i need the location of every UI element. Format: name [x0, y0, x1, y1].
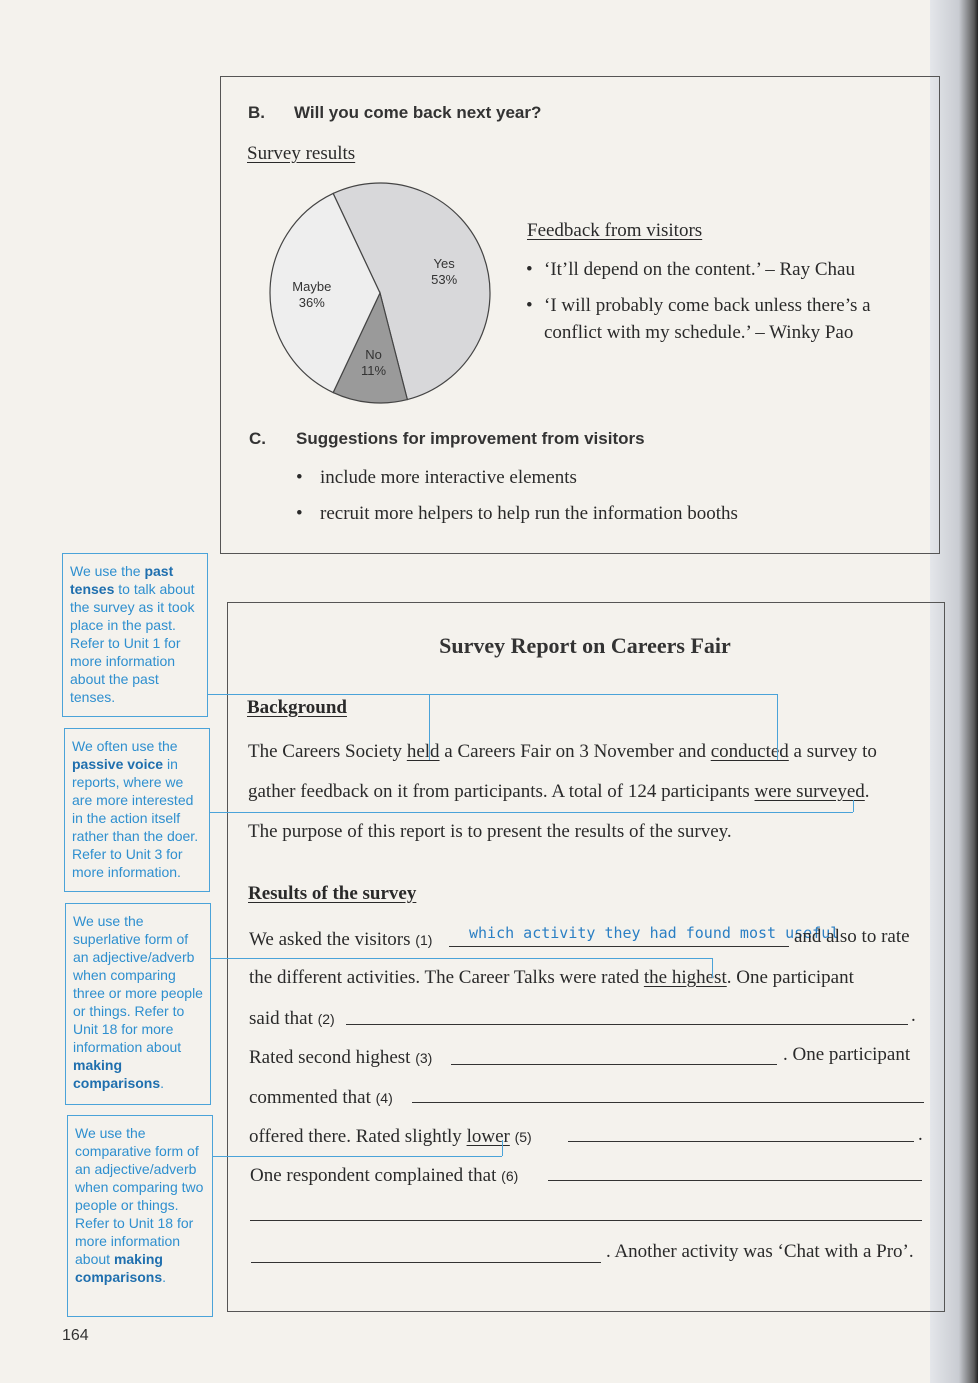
- pie-label-no-name: No: [365, 346, 382, 362]
- answer-line-4: [412, 1102, 924, 1103]
- note-comparative: [67, 1115, 213, 1317]
- text: Rated second highest: [249, 1047, 411, 1068]
- period: .: [918, 1124, 923, 1145]
- period: .: [911, 1005, 916, 1026]
- pie-chart: [268, 180, 494, 408]
- section-b-heading: [248, 103, 541, 123]
- bold-term: making comparisons: [75, 1251, 163, 1285]
- connector-superlative: [210, 958, 712, 959]
- text: gather feedback on it from participants. A total of 124 participants: [248, 781, 755, 802]
- background-line-2: [248, 772, 870, 812]
- survey-results-title: Survey results: [247, 143, 356, 164]
- verb-were-surveyed: were surveyed: [754, 781, 865, 802]
- text: We use the comparative form of an adjective/adverb when comparing two people or things. Refer to Unit 18 for more information about: [75, 1125, 204, 1267]
- comparative-lower: lower: [466, 1126, 510, 1147]
- pie-label-no-percent: 11%: [361, 362, 387, 378]
- report-title: Survey Report on Careers Fair: [439, 633, 731, 658]
- feedback-item: • ‘It’ll depend on the content.’ – Ray Chau: [526, 256, 906, 283]
- text: We often use the: [72, 738, 178, 754]
- pie-label-yes-name: Yes: [433, 255, 455, 271]
- note-superlative: [65, 903, 211, 1105]
- blank-number: (5): [514, 1129, 532, 1145]
- connector-past-tenses: [208, 694, 778, 695]
- text: a survey to: [788, 741, 877, 762]
- bold-term: past tenses: [70, 563, 174, 597]
- connector-highest: [712, 958, 713, 978]
- verb-conducted: conducted: [710, 741, 789, 762]
- text: The Careers Society: [248, 741, 407, 762]
- feedback-item: • ‘I will probably come back unless there’s a conflict with my schedule.’ – Winky Pao: [526, 292, 906, 346]
- answer-line-1: [449, 946, 789, 947]
- connector-surveyed: [853, 800, 854, 812]
- text: the different activities. The Career Talks were rated: [249, 967, 644, 988]
- answer-line-2: [346, 1024, 908, 1025]
- text: We use the superlative form of an adjective/adverb when comparing three or more people or things. Refer to Unit 18 for more information about: [73, 913, 203, 1055]
- results-line-2: [249, 958, 854, 998]
- blank-number: (4): [375, 1090, 393, 1106]
- superlative-highest: the highest: [643, 967, 727, 988]
- section-b-title: Will you come back next year?: [294, 103, 542, 122]
- text: to talk about the survey as it took place in the past. Refer to Unit 1 for more information about the past tenses.: [70, 581, 195, 705]
- section-c-title: Suggestions for improvement from visitors: [296, 429, 645, 448]
- blank-number: (1): [415, 932, 433, 948]
- bold-term: making comparisons: [73, 1057, 161, 1091]
- text: One respondent complained that: [250, 1165, 497, 1186]
- text: . One participant: [726, 967, 854, 988]
- results-line-4: [249, 1038, 432, 1078]
- answer-1-handwritten: which activity they had found most useful: [469, 924, 840, 942]
- blank-number: (6): [501, 1168, 519, 1184]
- results-heading: Results of the survey: [248, 883, 417, 904]
- text: commented that: [249, 1087, 371, 1108]
- suggestion-item: • include more interactive elements: [296, 467, 738, 503]
- answer-line-6b: [250, 1220, 922, 1221]
- connector-held: [429, 694, 430, 760]
- text: We asked the visitors: [249, 929, 411, 950]
- text: .: [162, 1269, 167, 1285]
- text: offered there. Rated slightly: [249, 1126, 467, 1147]
- section-c-heading: [249, 429, 645, 449]
- blank-number: (3): [415, 1050, 433, 1066]
- text: in reports, where we are more interested in the action itself rather than the doer. Refer to Unit 3 for more information.: [72, 756, 199, 880]
- answer-line-6a: [548, 1180, 922, 1181]
- suggestion-item: • recruit more helpers to help run the information booths: [296, 503, 738, 539]
- feedback-title: Feedback from visitors: [527, 220, 703, 241]
- bold-term: passive voice: [72, 756, 164, 772]
- section-c-label: C.: [249, 429, 266, 448]
- page-number: 164: [62, 1327, 89, 1344]
- results-line-7: [250, 1156, 518, 1196]
- answer-line-5: [568, 1141, 914, 1142]
- note-passive-voice: [64, 728, 210, 892]
- text: said that: [249, 1008, 313, 1029]
- connector-conducted: [777, 694, 778, 760]
- pie-label-maybe-percent: 36%: [298, 295, 325, 310]
- note-past-tenses: [62, 553, 208, 717]
- results-line-9-end: . Another activity was ‘Chat with a Pro’.: [606, 1241, 914, 1262]
- background-heading: Background: [247, 697, 347, 718]
- connector-lower: [502, 1140, 503, 1156]
- connector-comparative: [212, 1156, 502, 1157]
- answer-line-3: [451, 1064, 777, 1065]
- suggestion-list: [296, 467, 738, 539]
- results-line-6: [249, 1117, 532, 1157]
- results-line-4-end: . One participant: [783, 1044, 911, 1065]
- text: .: [864, 781, 870, 802]
- text: .: [160, 1075, 165, 1091]
- background-line-1: [248, 732, 877, 772]
- text: We use the: [70, 563, 145, 579]
- results-line-1: [249, 920, 432, 960]
- pie-label-yes-percent: 53%: [431, 271, 458, 287]
- background-line-3: The purpose of this report is to present the results of the survey.: [248, 821, 732, 842]
- results-line-3: [249, 999, 335, 1039]
- pie-label-maybe-name: Maybe: [292, 279, 332, 294]
- verb-held: held: [406, 741, 440, 762]
- answer-line-6c: [251, 1262, 601, 1263]
- section-b-label: B.: [248, 103, 265, 122]
- text: a Careers Fair on 3 November and: [439, 741, 711, 762]
- results-line-5: [249, 1078, 393, 1118]
- blank-number: (2): [317, 1011, 335, 1027]
- results-line-1-end: and also to rate: [794, 926, 910, 947]
- connector-passive: [210, 812, 853, 813]
- feedback-list: [526, 256, 906, 355]
